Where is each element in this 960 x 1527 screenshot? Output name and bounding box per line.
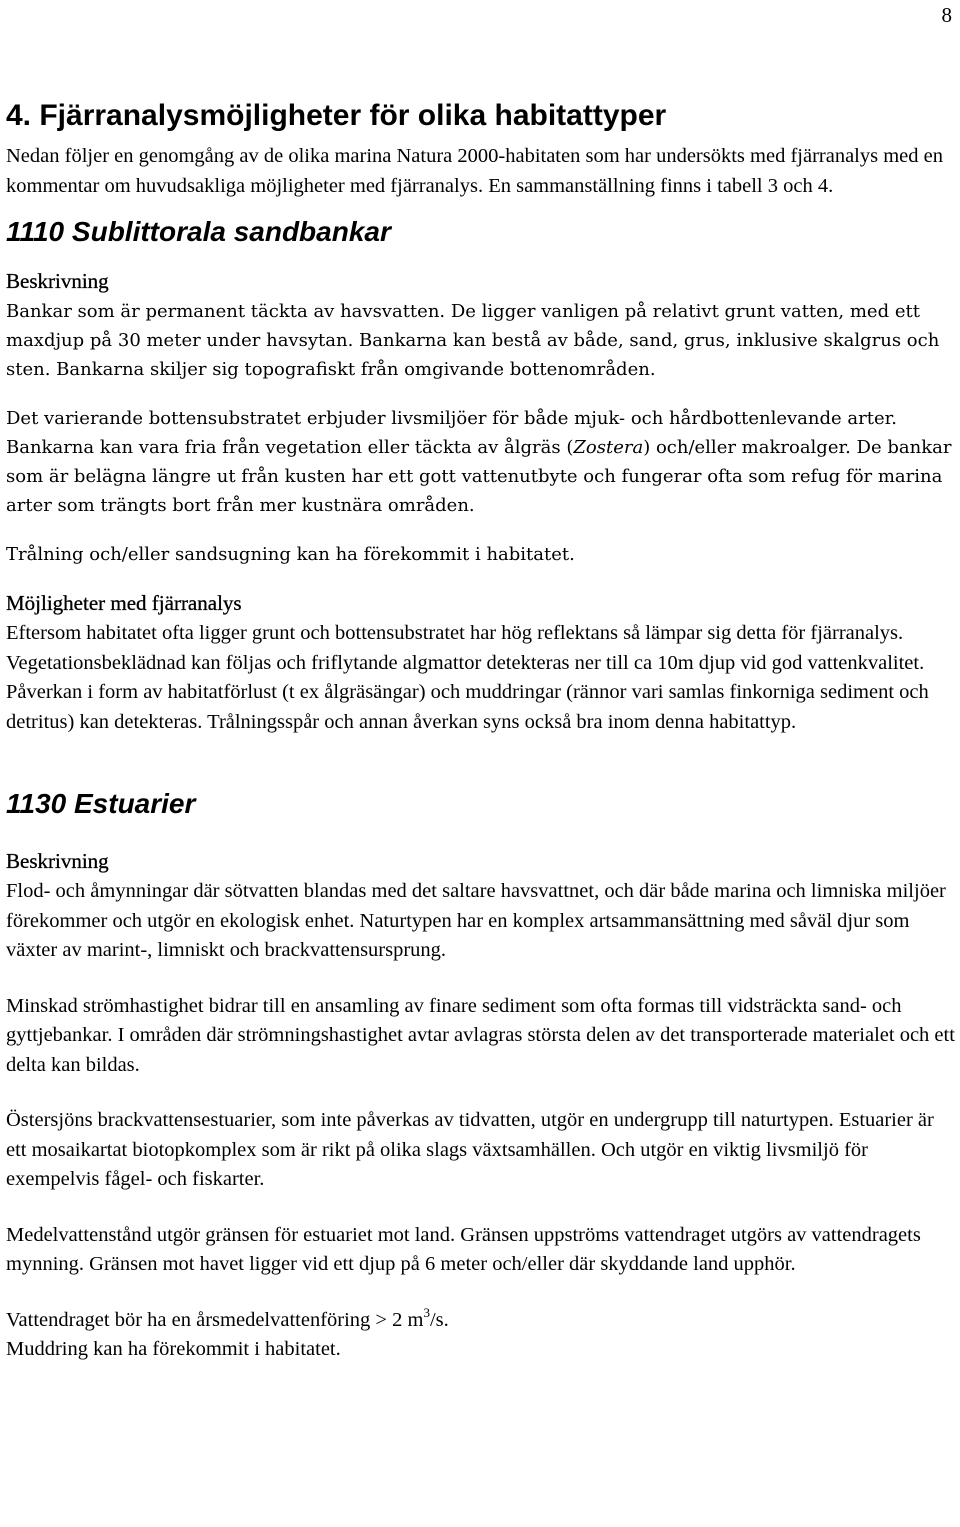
habitat-1130-p3: Östersjöns brackvattensestuarier, som inte påverkas av tidvatten, utgör en undergrupp till naturtypen. Estuarier är ett mosaikartat biotopkomplex som är rikt på olika slags växtsamhällen. Och utgör en viktig livsmiljö för exempelvis fågel- och fiskarter. (6, 1109, 934, 1190)
p5-text-before: Vattendraget bör ha en årsmedelvattenföring > 2 m (6, 1308, 424, 1331)
habitat-1110-description-heading: Beskrivning (6, 269, 109, 293)
habitat-1110-title: 1110 Sublittorala sandbankar (6, 216, 391, 247)
habitat-1130-p2: Minskad strömhastighet bidrar till en ansamling av finare sediment som ofta formas till vidsträckta sand- och gyttjebankar. I områden där strömningshastighet avtar avlagras största delen av det transporterade materialet och ett delta kan bildas. (6, 994, 955, 1076)
document-body (6, 98, 958, 1365)
habitat-1130-p5 (6, 1306, 958, 1336)
p2-text-before: Det varierande bottensubstratet erbjuder livsmiljöer för både mjuk- och hårdbottenlevande arter. Bankarna kan vara fria från vegetation eller täckta av ålgräs ( (6, 408, 897, 458)
p5-text-after: /s. (429, 1308, 449, 1331)
habitat-1130-p4: Medelvattenstånd utgör gränsen för estuariet mot land. Gränsen uppströms vattendraget utgörs av vattendragets mynning. Gränsen mot havet ligger vid ett djup på 6 meter och/eller där skyddande land upphör. (6, 1223, 921, 1275)
habitat-1110-description-p1: Bankar som är permanent täckta av havsvatten. De ligger vanligen på relativt grunt vatten, med ett maxdjup på 30 meter under havsytan. Bankarna kan bestå av både, sand, grus, inklusive skalgrus och sten. Bankarna skiljer sig topografiskt från omgivande bottenområden. (6, 301, 940, 380)
habitat-1110-possibilities-heading: Möjligheter med fjärranalys (6, 591, 242, 615)
habitat-1110-possibilities-p1: Eftersom habitatet ofta ligger grunt och bottensubstratet har hög reflektans så lämpar sig detta för fjärranalys. Vegetationsbeklädnad kan följas och friflytande algmattor detekteras ner till ca 10m djup vid god vattenkvalitet. Påverkan i form av habitatförlust (t ex ålgräsängar) och muddringar (rännor vari samlas finkorniga sediment och detritus) kan detekteras. Trålningsspår och annan åverkan syns också bra inom denna habitattyp. (6, 622, 929, 733)
section-title: 4. Fjärranalysmöjligheter för olika habitattyper (6, 99, 667, 132)
habitat-1130-description-heading: Beskrivning (6, 849, 109, 873)
page-number: 8 (941, 3, 952, 27)
habitat-1130-p1: Flod- och åmynningar där sötvatten blandas med det saltare havsvattnet, och där både marina och limniska miljöer förekommer och utgör en ekologisk enhet. Naturtypen har en komplex artsammansättning med såväl djur som växter av marint-, limniskt och brackvattensursprung. (6, 880, 946, 961)
p2-text-after: ) och/eller makroalger. De bankar som är belägna längre ut från kusten har ett gott vattenutbyte och fungerar ofta som refug för marina arter som trängts bort från mer kustnära områden. (6, 437, 952, 516)
habitat-1130-title: 1130 Estuarier (6, 788, 196, 819)
section-intro: Nedan följer en genomgång av de olika marina Natura 2000-habitaten som har undersökts med fjärranalys med en kommentar om huvudsakliga möjligheter med fjärranalys. En sammanställning finns i tabell 3 och 4. (6, 145, 943, 197)
p5-superscript: 3 (423, 1304, 430, 1320)
habitat-1110-description-p2 (6, 404, 958, 520)
p2-text-italic: Zostera (573, 437, 644, 458)
habitat-1110-description-p3: Trålning och/eller sandsugning kan ha förekommit i habitatet. (6, 544, 575, 565)
habitat-1130-p6: Muddring kan ha förekommit i habitatet. (6, 1338, 341, 1360)
